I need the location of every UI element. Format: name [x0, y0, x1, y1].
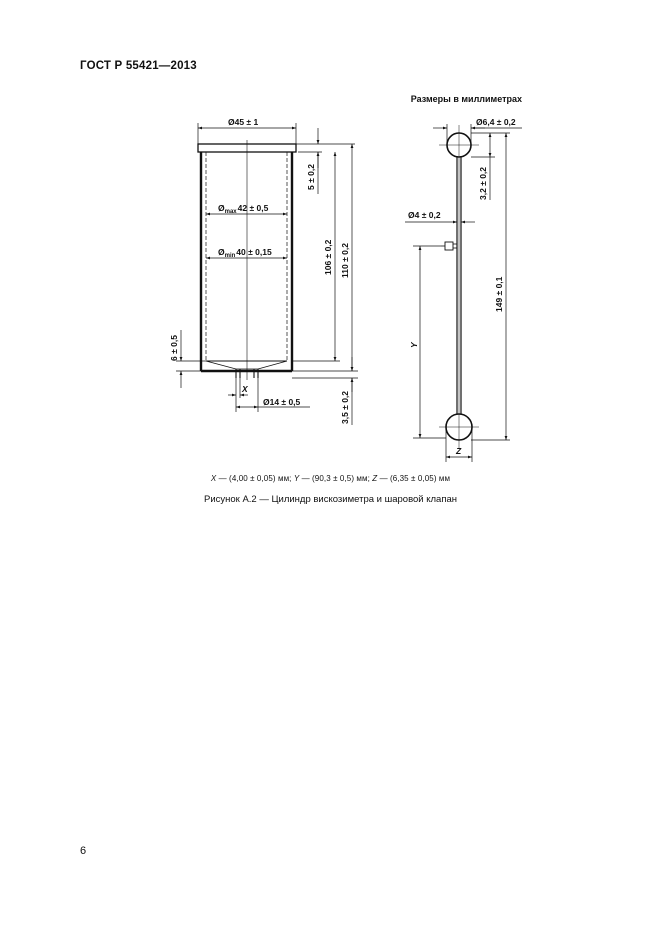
document-standard-number: ГОСТ Р 55421—2013: [80, 60, 197, 72]
dim-ball-diameter: Ø6,4 ± 0,2: [476, 117, 516, 127]
dim-top-ball: 3,2 ± 0,2: [478, 166, 488, 200]
dim-y: Y: [409, 342, 419, 348]
dim-min-inner-diameter: $Ø_{min}40 \pm 0,15$: [218, 247, 272, 259]
dim-max-inner-diameter: $Ø_{max}42 \pm 0,5$: [218, 203, 269, 215]
figure-legend: [0, 474, 661, 483]
viscometer-cylinder: [198, 140, 296, 380]
valve-dimensions: [405, 124, 522, 462]
dim-orifice-height: 3,5 ± 0,2: [340, 390, 350, 424]
dim-bottom: 6 ± 0,5: [169, 335, 179, 361]
dim-rim-height: 5 ± 0,2: [306, 164, 316, 190]
dim-inner-height: 106 ± 0,2: [323, 239, 333, 275]
valve-dimension-labels: [408, 117, 516, 456]
valve-collar: [445, 242, 453, 250]
dim-outer-diameter: Ø45 ± 1: [228, 117, 259, 127]
legend-x-symbol: X: [210, 474, 217, 483]
dim-orifice-x: X: [242, 384, 248, 394]
dim-orifice-diameter: Ø14 ± 0,5: [263, 397, 301, 407]
dim-total-length: 149 ± 0,1: [494, 276, 504, 312]
figure-caption: Рисунок А.2 — Цилиндр вискозиметра и шаровой клапан: [203, 494, 458, 505]
units-note: Размеры в миллиметрах: [410, 94, 522, 104]
dim-rod-diameter: Ø4 ± 0,2: [408, 210, 441, 220]
dim-z: Z: [456, 446, 462, 456]
legend-y-symbol: Y: [293, 474, 300, 483]
legend-z-symbol: Z: [372, 474, 378, 483]
dim-total-height: 110 ± 0,2: [340, 243, 350, 278]
page-number: 6: [80, 845, 87, 857]
ball-valve: [439, 125, 479, 448]
legend-x-text: — (4,00 ± 0,05) мм;: [216, 474, 294, 483]
legend-y-text: — (90,3 ± 0,5) мм;: [299, 474, 373, 483]
legend-z-text: — (6,35 ± 0,05) мм: [377, 474, 451, 483]
